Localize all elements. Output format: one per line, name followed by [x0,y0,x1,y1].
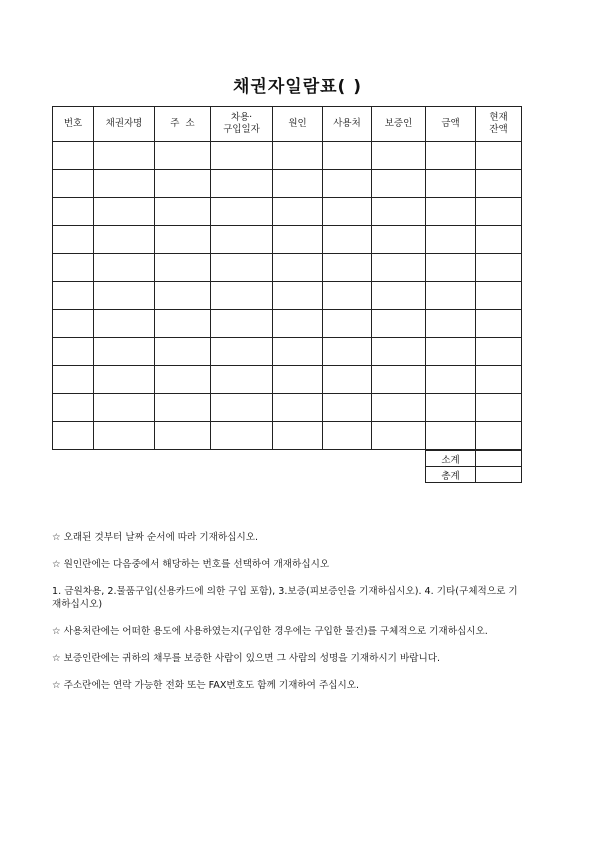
table-cell[interactable] [211,310,273,338]
table-row [53,394,522,422]
creditor-table [52,106,522,450]
table-cell[interactable] [94,310,155,338]
summary-table [425,450,522,483]
table-cell[interactable] [476,338,522,366]
table-cell[interactable] [426,254,476,282]
table-cell[interactable] [53,142,94,170]
table-cell[interactable] [426,338,476,366]
table-cell[interactable] [273,422,323,450]
table-cell[interactable] [273,366,323,394]
header-cause: 원인 [273,107,323,142]
header-address: 주 소 [155,107,211,142]
note-cause-options: 1. 금원차용, 2.물품구입(신용카드에 의한 구입 포함), 3.보증(피보증인을 기재하십시오). 4. 기타(구체적으로 기재하십시오) [52,586,518,610]
table-cell[interactable] [323,338,372,366]
note-order: ☆ 오래된 것부터 날짜 순서에 따라 기재하십시오. [52,532,259,543]
table-row [53,366,522,394]
table-cell[interactable] [476,310,522,338]
table-cell[interactable] [53,366,94,394]
table-cell[interactable] [426,198,476,226]
table-cell[interactable] [94,282,155,310]
table-cell[interactable] [94,142,155,170]
header-balance: 현재 잔액 [476,107,522,142]
table-cell[interactable] [372,254,426,282]
table-cell[interactable] [273,198,323,226]
header-amount: 금액 [426,107,476,142]
table-cell[interactable] [94,338,155,366]
table-cell[interactable] [476,198,522,226]
table-cell[interactable] [155,394,211,422]
table-cell[interactable] [211,142,273,170]
table-cell[interactable] [426,366,476,394]
table-cell[interactable] [53,282,94,310]
table-cell[interactable] [323,366,372,394]
header-creditor-name: 채권자명 [94,107,155,142]
note-cause: ☆ 원인란에는 다음중에서 해당하는 번호를 선택하여 개재하십시오 [52,559,330,570]
table-cell[interactable] [476,422,522,450]
table-cell[interactable] [94,226,155,254]
table-cell[interactable] [273,282,323,310]
table-cell[interactable] [476,366,522,394]
subtotal-row [426,451,522,467]
table-cell[interactable] [372,338,426,366]
table-cell[interactable] [476,394,522,422]
table-cell[interactable] [273,310,323,338]
table-cell[interactable] [53,226,94,254]
table-cell[interactable] [372,366,426,394]
table-cell[interactable] [211,366,273,394]
table-cell[interactable] [155,198,211,226]
table-cell[interactable] [94,170,155,198]
table-cell[interactable] [53,338,94,366]
table-row [53,198,522,226]
note-guarantor: ☆ 보증인란에는 귀하의 채무를 보증한 사람이 있으면 그 사람의 성명을 기재하시기 바랍니다. [52,653,441,664]
table-row [53,338,522,366]
table-cell[interactable] [211,226,273,254]
table-cell[interactable] [94,366,155,394]
header-borrow-date: 차용· 구입일자 [211,107,273,142]
table-cell[interactable] [323,198,372,226]
table-cell[interactable] [211,170,273,198]
table-cell[interactable] [426,282,476,310]
note-address: ☆ 주소란에는 연락 가능한 전화 또는 FAX번호도 함께 기재하여 주십시오. [52,680,360,691]
table-cell[interactable] [155,422,211,450]
table-cell[interactable] [155,282,211,310]
table-cell[interactable] [273,142,323,170]
table-cell[interactable] [211,282,273,310]
table-cell[interactable] [53,198,94,226]
table-cell[interactable] [323,254,372,282]
table-cell[interactable] [211,422,273,450]
table-row [53,422,522,450]
table-cell[interactable] [372,422,426,450]
table-cell[interactable] [155,310,211,338]
table-cell[interactable] [476,254,522,282]
subtotal-label: 소계 [426,451,476,467]
table-cell[interactable] [476,282,522,310]
table-cell[interactable] [426,142,476,170]
table-cell[interactable] [155,366,211,394]
note-usage: ☆ 사용처란에는 어떠한 용도에 사용하였는지(구입한 경우에는 구입한 물건)를 구체적으로 기재하십시오. [52,626,488,637]
table-cell[interactable] [94,198,155,226]
table-cell[interactable] [53,422,94,450]
table-cell[interactable] [372,198,426,226]
table-cell[interactable] [476,142,522,170]
instructions [52,531,522,706]
table-cell[interactable] [372,170,426,198]
table-cell[interactable] [155,338,211,366]
table-cell[interactable] [155,142,211,170]
table-cell[interactable] [94,394,155,422]
total-value-cell[interactable] [476,467,522,483]
table-cell[interactable] [323,282,372,310]
table-cell[interactable] [476,170,522,198]
table-cell[interactable] [426,170,476,198]
table-cell[interactable] [273,394,323,422]
header-usage: 사용처 [323,107,372,142]
table-cell[interactable] [372,310,426,338]
table-cell[interactable] [372,282,426,310]
header-guarantor: 보증인 [372,107,426,142]
table-cell[interactable] [372,142,426,170]
table-cell[interactable] [273,170,323,198]
table-cell[interactable] [53,254,94,282]
table-cell[interactable] [323,226,372,254]
table-row [53,142,522,170]
header-number: 번호 [53,107,94,142]
table-cell[interactable] [211,198,273,226]
table-cell[interactable] [372,226,426,254]
table-cell[interactable] [155,170,211,198]
table-cell[interactable] [211,254,273,282]
table-body [53,142,522,450]
table-row [53,226,522,254]
total-row [426,467,522,483]
table-cell[interactable] [426,422,476,450]
table-cell[interactable] [53,170,94,198]
table-cell[interactable] [155,254,211,282]
table-cell[interactable] [323,422,372,450]
table-cell[interactable] [273,254,323,282]
table-cell[interactable] [155,226,211,254]
table-cell[interactable] [211,338,273,366]
table-cell[interactable] [426,310,476,338]
document-title: 채권자일람표( ) [233,77,362,97]
table-cell[interactable] [94,254,155,282]
total-label: 총계 [426,467,476,483]
table-row [53,282,522,310]
table-cell[interactable] [53,310,94,338]
table-cell[interactable] [426,226,476,254]
table-cell[interactable] [476,226,522,254]
table-cell[interactable] [323,142,372,170]
table-cell[interactable] [273,226,323,254]
table-cell[interactable] [426,394,476,422]
table-cell[interactable] [323,394,372,422]
table-cell[interactable] [323,310,372,338]
table-cell[interactable] [211,394,273,422]
table-row [53,254,522,282]
table-cell[interactable] [94,422,155,450]
table-cell[interactable] [53,394,94,422]
table-cell[interactable] [323,170,372,198]
table-row [53,310,522,338]
table-row [53,170,522,198]
table-cell[interactable] [273,338,323,366]
subtotal-value-cell[interactable] [476,451,522,467]
table-cell[interactable] [372,394,426,422]
